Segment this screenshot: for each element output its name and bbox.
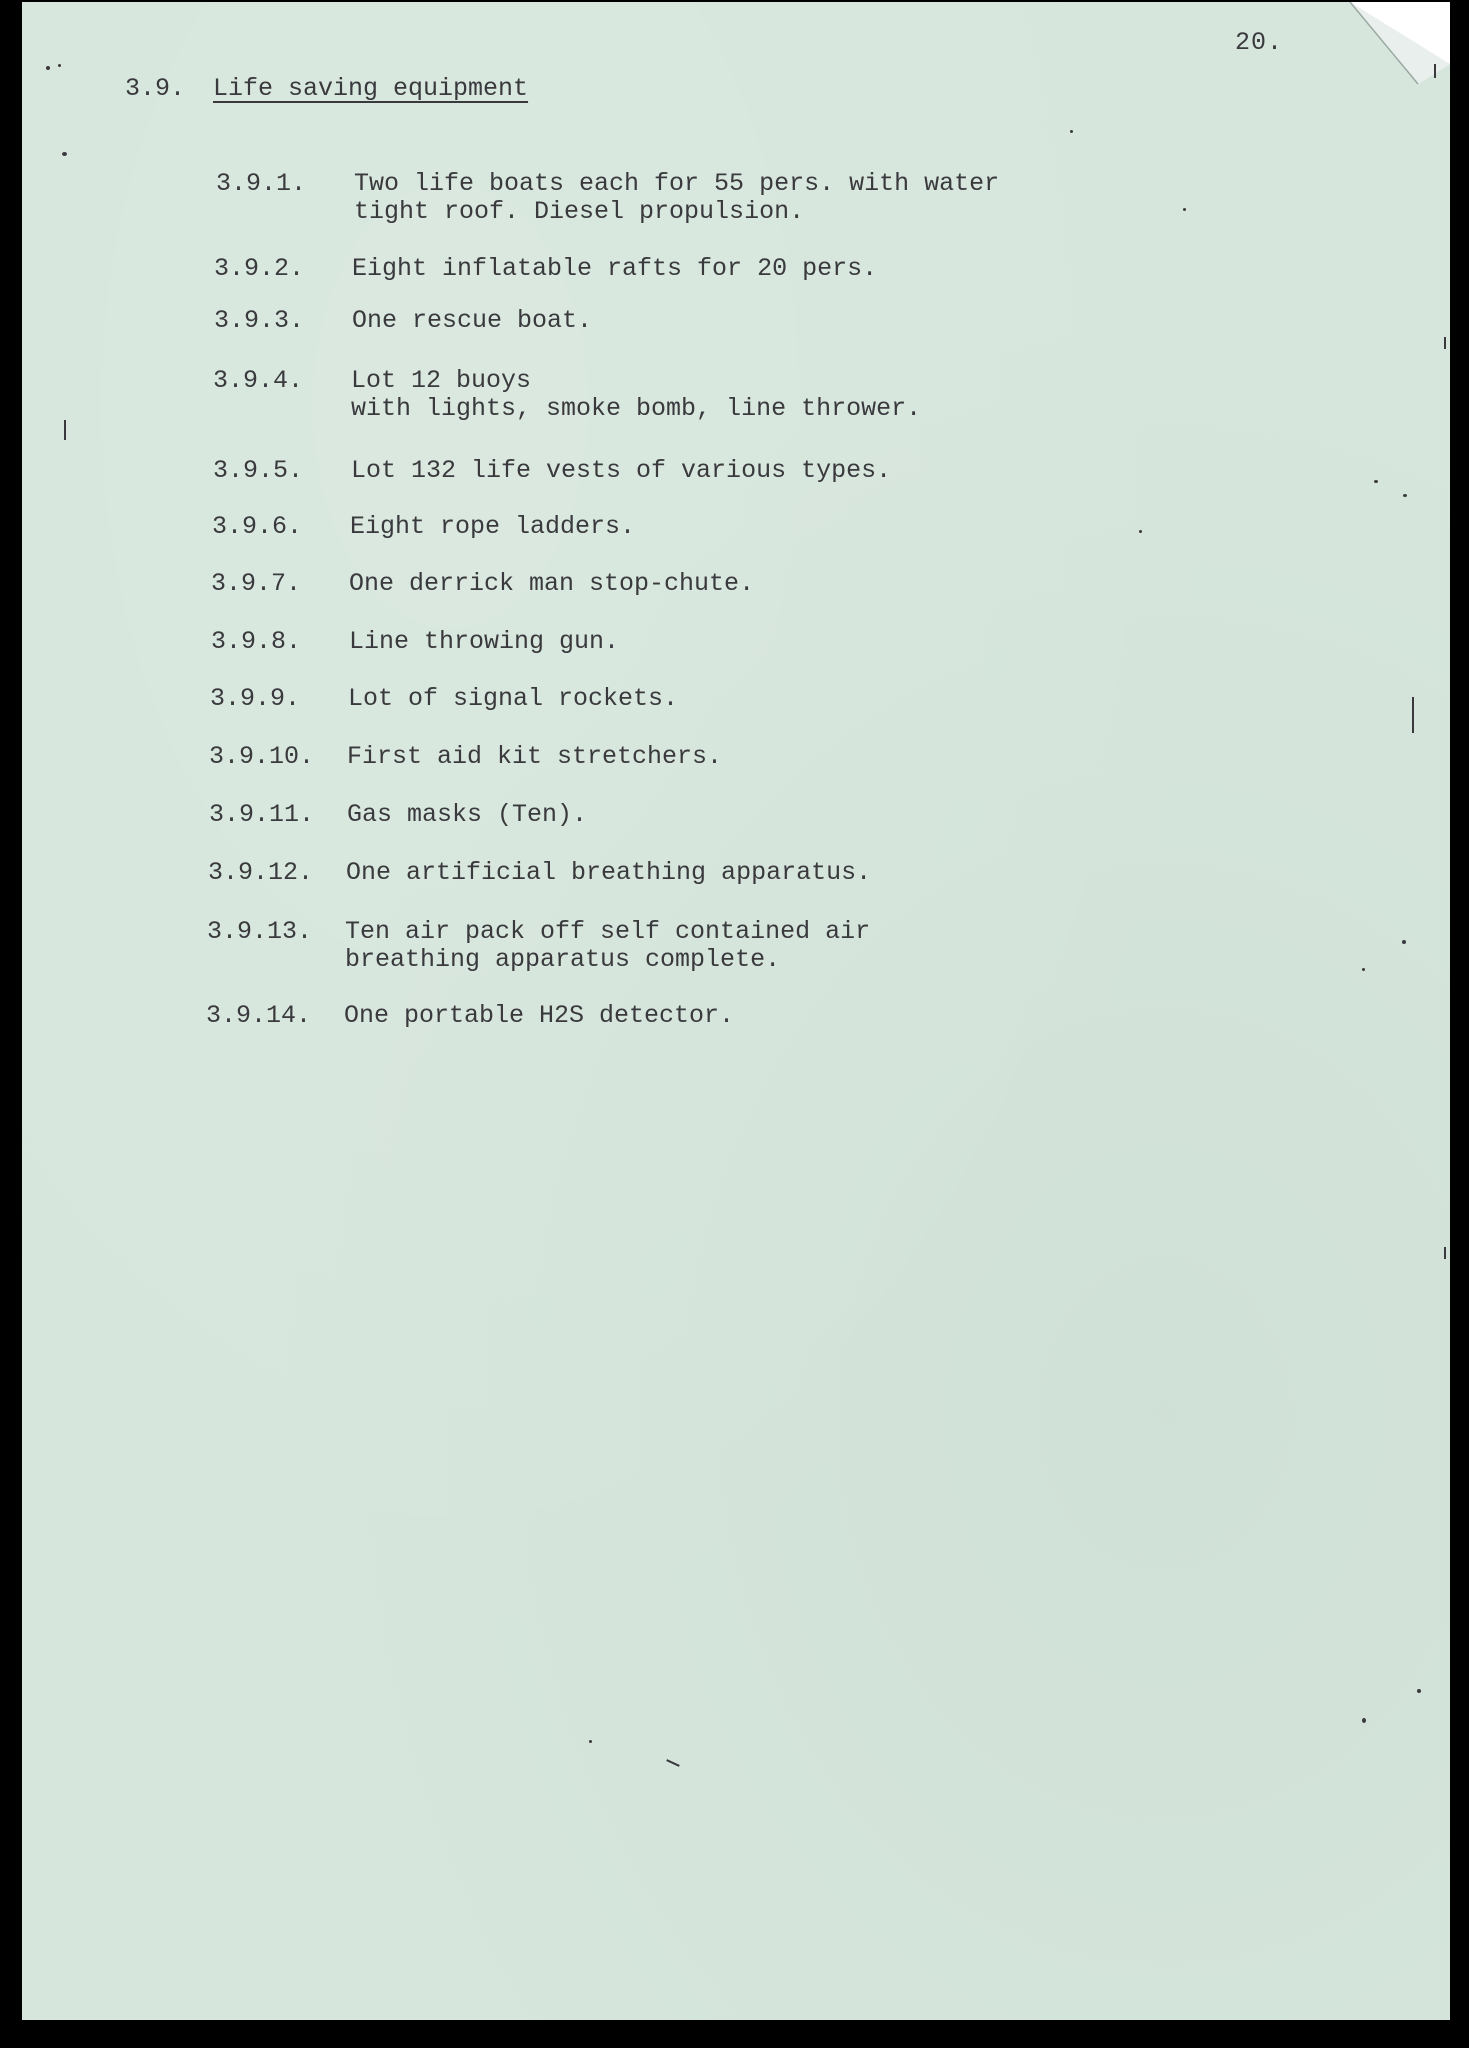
item-text [351,457,891,485]
scan-speck [1362,968,1365,971]
item-line: One rescue boat. [352,306,593,335]
item-text [346,859,871,887]
item-text [347,743,722,771]
item-number: 3.9.9. [210,684,301,713]
section-heading [125,74,528,103]
scan-mark [1412,697,1414,733]
item-text [352,255,877,283]
scan-speck [589,1740,592,1743]
scan-mark [666,1759,680,1767]
item-line: Eight inflatable rafts for 20 pers. [352,254,878,283]
item-line: Two life boats each for 55 pers. with water [354,169,1000,198]
item-number: 3.9.13. [207,917,313,946]
item-line: Ten air pack off self contained air [345,917,871,946]
item-number: 3.9.6. [212,512,303,541]
item-line: Gas masks (Ten). [347,800,588,829]
section-title: Life saving equipment [213,74,529,103]
item-line: One artificial breathing apparatus. [346,858,872,887]
item-line: Lot of signal rockets. [348,684,679,713]
item-line: breathing apparatus complete. [345,945,781,974]
item-number: 3.9.7. [211,569,302,598]
section-number: 3.9. [125,74,186,103]
item-number: 3.9.10. [209,742,315,771]
scan-mark [1444,1247,1446,1259]
item-number: 3.9.4. [213,366,304,395]
item-line: First aid kit stretchers. [347,742,723,771]
item-text [351,367,921,423]
item-line: with lights, smoke bomb, line thrower. [351,394,922,423]
scan-mark [64,420,66,440]
item-number: 3.9.14. [206,1001,312,1030]
item-number: 3.9.5. [213,456,304,485]
item-text [344,1002,734,1030]
item-line: One portable H2S detector. [344,1001,735,1030]
item-number: 3.9.2. [214,254,305,283]
item-number: 3.9.3. [214,306,305,335]
scan-speck [58,64,61,67]
item-text [348,685,678,713]
scan-speck [62,152,67,156]
page-number: 20. [1235,28,1284,57]
item-line: One derrick man stop-chute. [349,569,755,598]
item-text [345,918,870,974]
item-line: tight roof. Diesel propulsion. [354,197,805,226]
scan-speck [1374,480,1378,483]
scan-speck [1417,1689,1421,1693]
scan-speck [1070,130,1073,133]
document-page [22,2,1450,2020]
scan-speck [1139,530,1142,533]
item-text [347,801,587,829]
scan-speck [46,66,50,70]
item-line: Lot 12 buoys [351,366,532,395]
item-text [350,513,635,541]
item-number: 3.9.1. [216,169,307,198]
item-number: 3.9.11. [209,800,315,829]
item-line: Eight rope ladders. [350,512,636,541]
item-number: 3.9.8. [211,627,302,656]
scan-mark [1434,64,1436,78]
item-line: Lot 132 life vests of various types. [351,456,892,485]
item-text [354,170,999,226]
item-text [352,307,592,335]
item-number: 3.9.12. [208,858,314,887]
item-text [349,570,754,598]
item-line: Line throwing gun. [349,627,620,656]
scan-speck [1362,1718,1366,1723]
scan-speck [1402,940,1406,944]
item-text [349,628,619,656]
scan-mark [1444,337,1446,349]
scan-speck [1183,208,1186,211]
scan-speck [1403,494,1407,497]
folded-corner [1330,2,1450,92]
